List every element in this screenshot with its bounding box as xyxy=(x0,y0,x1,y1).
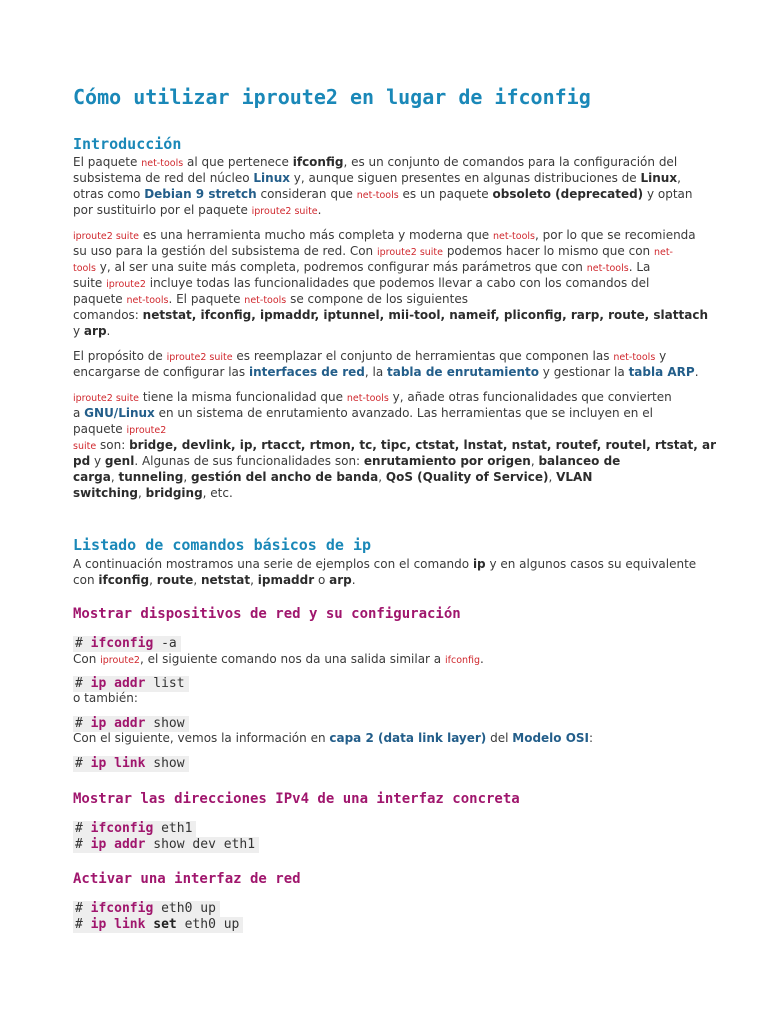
link-modelo-osi[interactable]: Modelo OSI xyxy=(512,731,590,745)
text: Con xyxy=(73,652,101,666)
text: comandos: xyxy=(73,308,143,322)
bold-term: gestión del ancho de banda xyxy=(190,470,379,484)
code-args: eth0 up xyxy=(153,901,216,916)
intro-paragraph-1 xyxy=(73,154,693,218)
text: , xyxy=(530,454,539,468)
code-prompt: # xyxy=(75,901,91,916)
code-prompt: # xyxy=(75,917,91,932)
inline-code-tag: tools xyxy=(73,263,96,274)
text: y, al ser una suite más completa, podremos configurar más parámetros que con xyxy=(95,260,587,274)
code-block-ifconfig-eth1 xyxy=(73,821,196,837)
text: incluye todas las funcionalidades que podemos llevar a cabo con los comandos del xyxy=(145,276,650,290)
code-command: ip addr xyxy=(90,716,146,731)
intro-paragraph-4 xyxy=(73,389,716,501)
text: . xyxy=(694,365,699,379)
text: en un sistema de enrutamiento avanzado. Las herramientas que se incluyen en el xyxy=(154,406,653,420)
section-heading-introduccion: Introducción xyxy=(73,135,182,153)
text: , etc. xyxy=(202,486,233,500)
text: podemos hacer lo mismo que con xyxy=(443,244,654,258)
section-heading-ipv4: Mostrar las direcciones IPv4 de una interfaz concreta xyxy=(73,791,520,807)
note-capa-2 xyxy=(73,731,593,746)
code-block-ifconfig-eth0-up xyxy=(73,901,220,917)
text: , xyxy=(183,470,191,484)
text: : xyxy=(589,731,594,745)
text: . xyxy=(317,203,322,217)
bold-term: switching xyxy=(73,486,138,500)
inline-code-tag: net-tools xyxy=(346,393,389,404)
code-prompt: # xyxy=(75,716,91,731)
inline-code-tag: iproute2 suite xyxy=(376,247,443,258)
text: . xyxy=(480,652,484,666)
text: , xyxy=(137,486,146,500)
inline-code-tag: iproute2 suite xyxy=(166,352,233,363)
text: son: xyxy=(96,438,130,452)
text: , xyxy=(548,470,557,484)
text: paquete xyxy=(73,292,127,306)
text: A continuación mostramos una serie de ejemplos con el comando xyxy=(73,557,473,571)
text: , xyxy=(149,573,157,587)
code-block-ip-link-show xyxy=(73,756,189,772)
text: y en algunos casos su equivalente xyxy=(485,557,697,571)
code-args: eth1 xyxy=(153,821,193,836)
bold-term: ifconfig xyxy=(98,573,150,587)
text: es un paquete xyxy=(398,187,493,201)
link-tabla-de-enrutamiento[interactable]: tabla de enrutamiento xyxy=(387,365,539,379)
link-interfaces-de-red[interactable]: interfaces de red xyxy=(248,365,365,379)
text: y xyxy=(90,454,105,468)
code-command: ifconfig xyxy=(90,901,154,916)
text: consideran que xyxy=(256,187,357,201)
link-linux[interactable]: Linux xyxy=(253,171,290,185)
text: El propósito de xyxy=(73,349,167,363)
text: es reemplazar el conjunto de herramientas que componen las xyxy=(232,349,614,363)
section-heading-activar: Activar una interfaz de red xyxy=(73,871,301,887)
code-args: eth0 up xyxy=(176,917,240,932)
text: se compone de los siguientes xyxy=(286,292,468,306)
text: , por lo que se recomienda xyxy=(534,228,696,242)
intro-paragraph-2 xyxy=(73,227,708,339)
inline-code-tag: net-tools xyxy=(586,263,629,274)
inline-code-tag: iproute2 xyxy=(100,655,140,666)
inline-code-tag: iproute2 xyxy=(106,279,146,290)
code-args: show dev eth1 xyxy=(145,837,256,852)
bold-term: bridging xyxy=(145,486,203,500)
inline-code-tag: iproute2 suite xyxy=(73,393,140,404)
link-gnu-linux[interactable]: GNU/Linux xyxy=(84,406,155,420)
text: Con el siguiente, vemos la información en xyxy=(73,731,330,745)
code-command: ip addr xyxy=(90,676,146,691)
text: su uso para la gestión del subsistema de red. Con xyxy=(73,244,377,258)
text: , xyxy=(110,470,119,484)
text: con xyxy=(73,573,99,587)
text: y, aunque siguen presentes en algunas distribuciones de xyxy=(289,171,641,185)
inline-code-tag: net- xyxy=(653,247,673,258)
text: paquete xyxy=(73,422,127,436)
text: , xyxy=(378,470,386,484)
text: del xyxy=(486,731,513,745)
bold-term: tunneling xyxy=(118,470,184,484)
inline-code-tag: net-tools xyxy=(613,352,656,363)
text: o xyxy=(314,573,330,587)
text: y xyxy=(73,324,84,338)
inline-code-tag: net-tools xyxy=(493,231,535,242)
bold-term: arp xyxy=(329,573,352,587)
bold-term: VLAN xyxy=(556,470,593,484)
text: . xyxy=(351,573,356,587)
code-command: ip link xyxy=(90,917,146,932)
bold-term: ip xyxy=(472,557,486,571)
link-tabla-arp[interactable]: tabla ARP xyxy=(628,365,695,379)
inline-code-tag: net-tools xyxy=(244,295,287,306)
bold-term: ifconfig xyxy=(292,155,344,169)
code-prompt: # xyxy=(75,676,91,691)
bold-term: route xyxy=(156,573,194,587)
text: , el siguiente comando nos da una salida similar a xyxy=(139,652,445,666)
section-heading-mostrar-dispositivos: Mostrar dispositivos de red y su configuración xyxy=(73,606,461,622)
text: tiene la misma funcionalidad que xyxy=(139,390,347,404)
bold-term: bridge, devlink, ip, rtacct, rtmon, tc, tipc, ctstat, lnstat, nstat, routef, routel, rtstat, ar xyxy=(129,438,717,452)
code-command: ip addr xyxy=(90,837,146,852)
code-args: show xyxy=(145,756,185,771)
text: . La xyxy=(628,260,651,274)
text: El paquete xyxy=(73,155,142,169)
bold-term: netstat xyxy=(200,573,251,587)
link-debian[interactable]: Debian 9 stretch xyxy=(144,187,257,201)
bold-term: obsoleto (deprecated) xyxy=(492,187,644,201)
note-o-tambien: o también: xyxy=(73,691,138,705)
text: , xyxy=(193,573,201,587)
text: y optan xyxy=(643,187,693,201)
section-heading-listado: Listado de comandos básicos de ip xyxy=(73,536,372,554)
bold-term: genl xyxy=(104,454,135,468)
code-args: list xyxy=(145,676,185,691)
text: . El paquete xyxy=(168,292,245,306)
text: por sustituirlo por el paquete xyxy=(73,203,252,217)
text: , la xyxy=(364,365,387,379)
listado-paragraph xyxy=(73,556,696,588)
code-prompt: # xyxy=(75,837,91,852)
bold-term: ipmaddr xyxy=(257,573,315,587)
bold-term: balanceo de xyxy=(538,454,621,468)
link-capa-2[interactable]: capa 2 (data link layer) xyxy=(329,731,487,745)
bold-term: arp xyxy=(83,324,107,338)
inline-code-tag: ifconfig xyxy=(444,655,481,666)
code-command: ifconfig xyxy=(90,821,154,836)
inline-code-tag: iproute2 suite xyxy=(251,206,318,217)
inline-code-tag: suite xyxy=(73,441,97,452)
code-prompt: # xyxy=(75,636,91,651)
bold-term: pd xyxy=(73,454,91,468)
text: a xyxy=(73,406,85,420)
inline-code-tag: net-tools xyxy=(356,190,399,201)
text: subsistema de red del núcleo xyxy=(73,171,254,185)
code-command: ip link xyxy=(90,756,146,771)
text: . Algunas de sus funcionalidades son: xyxy=(134,454,364,468)
text: . xyxy=(106,324,111,338)
note-iproute2-similar xyxy=(73,652,484,668)
text: otras como xyxy=(73,187,145,201)
code-block-ip-addr-list xyxy=(73,676,189,692)
code-block-ip-addr-show xyxy=(73,716,189,732)
code-args: -a xyxy=(153,636,177,651)
bold-term: carga xyxy=(73,470,111,484)
text: y xyxy=(655,349,667,363)
code-prompt: # xyxy=(75,821,91,836)
bold-term: enrutamiento por origen xyxy=(363,454,531,468)
inline-code-tag: net-tools xyxy=(141,158,184,169)
text: , xyxy=(677,171,681,185)
inline-code-tag: iproute2 xyxy=(126,425,167,436)
code-block-ifconfig-a xyxy=(73,636,181,652)
code-args: show xyxy=(145,716,185,731)
bold-term: Linux xyxy=(640,171,678,185)
text: , es un conjunto de comandos para la configuración del xyxy=(343,155,678,169)
code-block-ip-link-set xyxy=(73,917,243,933)
inline-code-tag: net-tools xyxy=(126,295,169,306)
code-command: ifconfig xyxy=(90,636,154,651)
text: al que pertenece xyxy=(183,155,293,169)
text: suite xyxy=(73,276,107,290)
page-title: Cómo utilizar iproute2 en lugar de ifconfig xyxy=(73,85,591,109)
code-block-ip-addr-show-dev xyxy=(73,837,259,853)
text: y, añade otras funcionalidades que convierten xyxy=(388,390,672,404)
text: encargarse de configurar las xyxy=(73,365,249,379)
inline-code-tag: iproute2 suite xyxy=(73,231,140,242)
bold-term: QoS (Quality of Service) xyxy=(385,470,549,484)
text: y gestionar la xyxy=(538,365,629,379)
bold-term: netstat, ifconfig, ipmaddr, iptunnel, mii-tool, nameif, pliconfig, rarp, route, slattach xyxy=(142,308,708,322)
text: es una herramienta mucho más completa y moderna que xyxy=(139,228,494,242)
intro-paragraph-3 xyxy=(73,348,699,380)
code-prompt: # xyxy=(75,756,91,771)
code-keyword: set xyxy=(145,917,177,932)
text: , xyxy=(250,573,258,587)
